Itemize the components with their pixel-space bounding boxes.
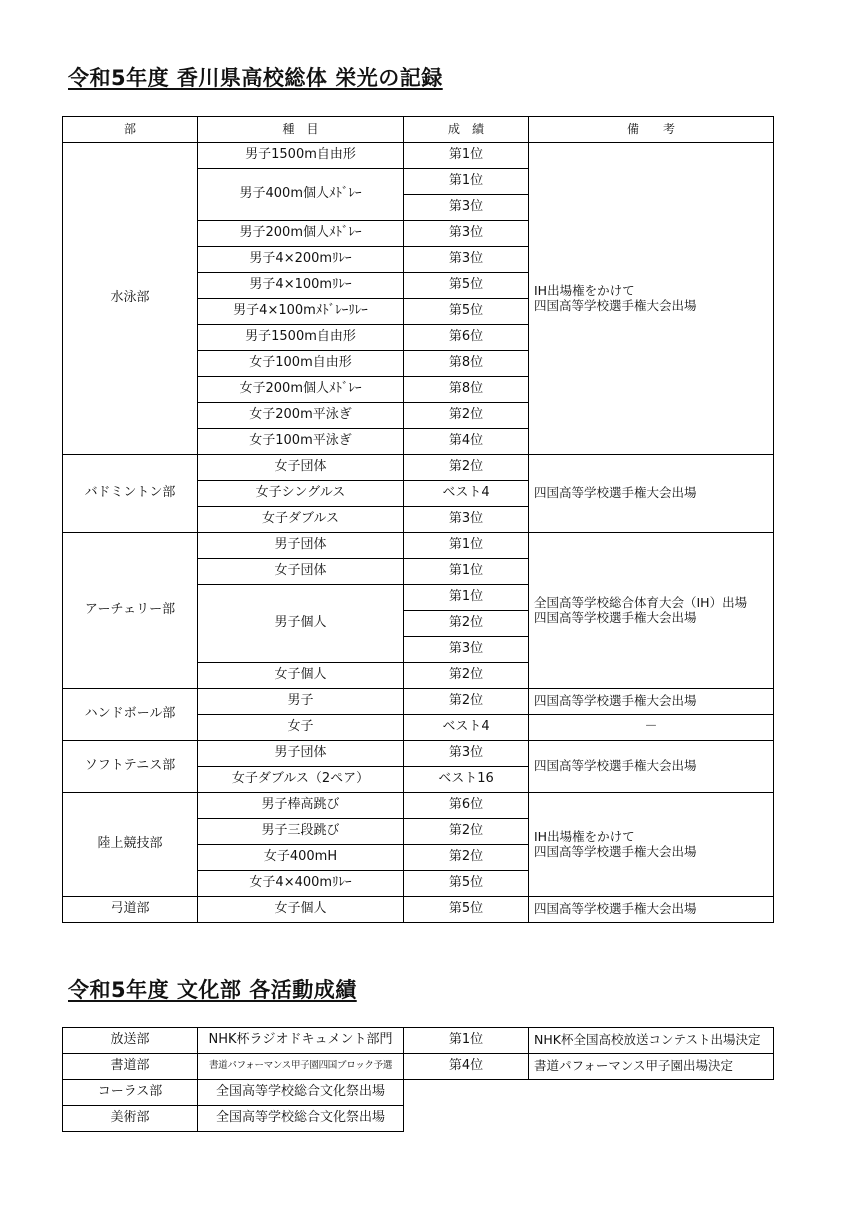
header-result: 成 績 xyxy=(404,117,529,143)
result-cell: 第1位 xyxy=(404,143,529,169)
table-row xyxy=(63,1028,774,1054)
table-row xyxy=(63,741,774,767)
note-track xyxy=(529,793,774,897)
club-name-track: 陸上競技部 xyxy=(63,793,198,897)
table-row xyxy=(63,793,774,819)
event-cell: 女子 xyxy=(198,715,404,741)
table-row xyxy=(63,1080,774,1106)
result-cell: 第2位 xyxy=(404,403,529,429)
event-cell: 男子個人 xyxy=(198,585,404,663)
event-cell: 男子4×100mﾒﾄﾞﾚｰﾘﾚｰ xyxy=(198,299,404,325)
empty-cell xyxy=(404,1080,529,1106)
table-row xyxy=(63,1054,774,1080)
event-cell: 男子1500m自由形 xyxy=(198,143,404,169)
note-kyudo: 四国高等学校選手権大会出場 xyxy=(529,897,774,923)
result-cell: 第3位 xyxy=(404,637,529,663)
club-name-archery: アーチェリー部 xyxy=(63,533,198,689)
note-softtennis: 四国高等学校選手権大会出場 xyxy=(529,741,774,793)
result-cell: ベスト4 xyxy=(404,481,529,507)
note-line: IH出場権をかけて xyxy=(534,283,635,299)
event-cell: 女子個人 xyxy=(198,663,404,689)
result-cell: 第3位 xyxy=(404,247,529,273)
result-cell: 第2位 xyxy=(404,455,529,481)
result-cell: 第3位 xyxy=(404,221,529,247)
result-cell: 第1位 xyxy=(404,585,529,611)
table-row xyxy=(63,143,774,169)
event-cell: 男子団体 xyxy=(198,741,404,767)
result-cell: 第3位 xyxy=(404,195,529,221)
result-cell: 第6位 xyxy=(404,793,529,819)
result-cell: 第1位 xyxy=(404,533,529,559)
table-header-row xyxy=(63,117,774,143)
event-cell: 女子100m自由形 xyxy=(198,351,404,377)
club-name-swimming: 水泳部 xyxy=(63,143,198,455)
note-handball-men: 四国高等学校選手権大会出場 xyxy=(529,689,774,715)
header-event: 種 目 xyxy=(198,117,404,143)
event-cell: 女子シングルス xyxy=(198,481,404,507)
culture-records-table xyxy=(62,1027,774,1132)
note-archery xyxy=(529,533,774,689)
result-cell: ベスト16 xyxy=(404,767,529,793)
sports-records-table xyxy=(62,116,774,923)
table-row xyxy=(63,689,774,715)
event-cell: 男子 xyxy=(198,689,404,715)
event-cell: 女子200m平泳ぎ xyxy=(198,403,404,429)
header-club: 部 xyxy=(63,117,198,143)
note-cell: NHK杯全国高校放送コンテスト出場決定 xyxy=(529,1028,774,1054)
club-name: コーラス部 xyxy=(63,1080,198,1106)
empty-cell xyxy=(529,1080,774,1106)
note-line: 四国高等学校選手権大会出場 xyxy=(534,843,697,859)
event-cell: 女子200m個人ﾒﾄﾞﾚｰ xyxy=(198,377,404,403)
result-cell: 第2位 xyxy=(404,689,529,715)
result-cell: 第8位 xyxy=(404,351,529,377)
note-cell: 書道パフォーマンス甲子園出場決定 xyxy=(529,1054,774,1080)
club-name-kyudo: 弓道部 xyxy=(63,897,198,923)
result-cell: 第3位 xyxy=(404,741,529,767)
result-cell: 第4位 xyxy=(404,1054,529,1080)
club-name-handball: ハンドボール部 xyxy=(63,689,198,741)
club-name: 放送部 xyxy=(63,1028,198,1054)
note-line: 四国高等学校選手権大会出場 xyxy=(534,609,697,625)
result-cell: 第2位 xyxy=(404,819,529,845)
result-cell: 第1位 xyxy=(404,169,529,195)
activity-cell: 全国高等学校総合文化祭出場 xyxy=(198,1106,404,1132)
event-cell: 男子三段跳び xyxy=(198,819,404,845)
activity-cell: NHK杯ラジオドキュメント部門 xyxy=(198,1028,404,1054)
event-cell: 女子ダブルス（2ペア） xyxy=(198,767,404,793)
event-cell: 女子団体 xyxy=(198,455,404,481)
event-cell: 男子4×200mﾘﾚｰ xyxy=(198,247,404,273)
club-name-softtennis: ソフトテニス部 xyxy=(63,741,198,793)
empty-cell xyxy=(404,1106,529,1132)
table-row xyxy=(63,1106,774,1132)
result-cell: 第4位 xyxy=(404,429,529,455)
event-cell: 男子200m個人ﾒﾄﾞﾚｰ xyxy=(198,221,404,247)
result-cell: 第5位 xyxy=(404,299,529,325)
result-cell: 第2位 xyxy=(404,845,529,871)
result-cell: 第5位 xyxy=(404,273,529,299)
activity-cell: 全国高等学校総合文化祭出場 xyxy=(198,1080,404,1106)
event-cell: 男子棒高跳び xyxy=(198,793,404,819)
note-swimming xyxy=(529,143,774,455)
club-name: 書道部 xyxy=(63,1054,198,1080)
event-cell: 男子団体 xyxy=(198,533,404,559)
event-cell: 女子100m平泳ぎ xyxy=(198,429,404,455)
header-note: 備 考 xyxy=(529,117,774,143)
note-badminton: 四国高等学校選手権大会出場 xyxy=(529,455,774,533)
result-cell: 第5位 xyxy=(404,871,529,897)
note-line: 四国高等学校選手権大会出場 xyxy=(534,297,697,313)
table-row xyxy=(63,533,774,559)
empty-cell xyxy=(529,1106,774,1132)
event-cell: 女子個人 xyxy=(198,897,404,923)
result-cell: ベスト4 xyxy=(404,715,529,741)
sports-records-title: 令和5年度 香川県高校総体 栄光の記録 xyxy=(68,66,443,90)
result-cell: 第1位 xyxy=(404,559,529,585)
result-cell: 第3位 xyxy=(404,507,529,533)
culture-records-title: 令和5年度 文化部 各活動成績 xyxy=(68,978,357,1002)
event-cell: 男子1500m自由形 xyxy=(198,325,404,351)
table-row xyxy=(63,897,774,923)
result-cell: 第6位 xyxy=(404,325,529,351)
event-cell: 女子団体 xyxy=(198,559,404,585)
table-row xyxy=(63,455,774,481)
result-cell: 第8位 xyxy=(404,377,529,403)
event-cell: 女子ダブルス xyxy=(198,507,404,533)
event-cell: 女子4×400mﾘﾚｰ xyxy=(198,871,404,897)
club-name: 美術部 xyxy=(63,1106,198,1132)
event-cell: 男子400m個人ﾒﾄﾞﾚｰ xyxy=(198,169,404,221)
activity-cell: 書道パフォーマンス甲子園四国ブロック予選 xyxy=(198,1054,404,1080)
result-cell: 第5位 xyxy=(404,897,529,923)
result-cell: 第2位 xyxy=(404,663,529,689)
note-line: IH出場権をかけて xyxy=(534,829,635,845)
event-cell: 男子4×100mﾘﾚｰ xyxy=(198,273,404,299)
result-cell: 第2位 xyxy=(404,611,529,637)
club-name-badminton: バドミントン部 xyxy=(63,455,198,533)
event-cell: 女子400mH xyxy=(198,845,404,871)
note-handball-women: － xyxy=(529,715,774,741)
result-cell: 第1位 xyxy=(404,1028,529,1054)
note-line: 全国高等学校総合体育大会（IH）出場 xyxy=(534,595,748,611)
